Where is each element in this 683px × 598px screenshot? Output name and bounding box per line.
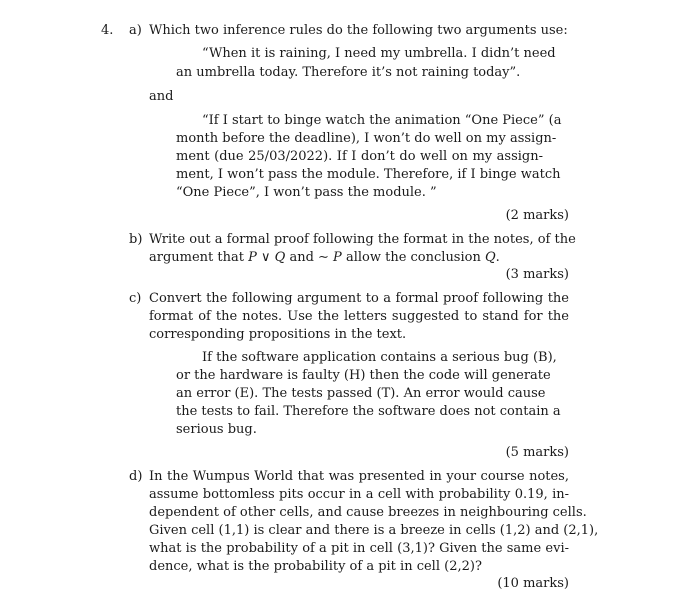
part-a-quote2-line: “One Piece”, I won’t pass the module. ” bbox=[176, 185, 437, 200]
part-a-label: a) bbox=[129, 23, 142, 38]
part-a-quote2-line: “If I start to binge watch the animation “One Piece” (a bbox=[202, 113, 562, 128]
part-d-line: assume bottomless pits occur in a cell with probability 0.19, in- bbox=[149, 487, 569, 502]
part-b-text: . bbox=[495, 250, 500, 265]
part-c-quote-line: the tests to fail. Therefore the software does not contain a bbox=[176, 404, 561, 419]
part-c-quote-line: serious bug. bbox=[176, 422, 257, 437]
part-d-line: In the Wumpus World that was presented in your course notes, bbox=[149, 469, 569, 484]
part-c-label: c) bbox=[129, 291, 142, 306]
part-d-marks: (10 marks) bbox=[497, 576, 569, 591]
part-b-marks: (3 marks) bbox=[505, 267, 569, 282]
part-d-line: dependent of other cells, and cause breezes in neighbouring cells. bbox=[149, 505, 587, 520]
part-a-quote2-line: ment (due 25/03/2022). If I don’t do well on my assign- bbox=[176, 149, 543, 164]
part-b-text: allow the conclusion bbox=[341, 250, 485, 265]
part-b-line bbox=[149, 249, 500, 267]
part-d-line: what is the probability of a pit in cell (3,1)? Given the same evi- bbox=[149, 541, 569, 556]
part-b-label: b) bbox=[129, 232, 143, 247]
math-expression: ∼ P bbox=[318, 250, 342, 265]
part-a-quote1-line: an umbrella today. Therefore it’s not raining today”. bbox=[176, 65, 521, 80]
part-c-marks: (5 marks) bbox=[505, 445, 569, 460]
part-a-marks: (2 marks) bbox=[505, 208, 569, 223]
part-c-quote-line: an error (E). The tests passed (T). An error would cause bbox=[176, 386, 546, 401]
part-d-line: dence, what is the probability of a pit in cell (2,2)? bbox=[149, 559, 482, 574]
math-expression: P ∨ Q bbox=[248, 250, 286, 265]
part-c-quote-line: If the software application contains a serious bug (B), bbox=[202, 350, 557, 365]
part-c-line: Convert the following argument to a formal proof following the bbox=[149, 291, 569, 306]
part-c-line: format of the notes. Use the letters suggested to stand for the bbox=[149, 309, 569, 324]
part-a-connector: and bbox=[149, 89, 174, 104]
part-a-quote2-line: ment, I won’t pass the module. Therefore, if I binge watch bbox=[176, 167, 561, 182]
part-a-quote2-line: month before the deadline), I won’t do well on my assign- bbox=[176, 131, 557, 146]
part-a-prompt: Which two inference rules do the following two arguments use: bbox=[149, 23, 568, 38]
part-d-line: Given cell (1,1) is clear and there is a breeze in cells (1,2) and (2,1), bbox=[149, 523, 599, 538]
question-number: 4. bbox=[101, 23, 114, 38]
part-b-line: Write out a formal proof following the format in the notes, of the bbox=[149, 232, 576, 247]
part-a-quote1-line: “When it is raining, I need my umbrella. I didn’t need bbox=[202, 46, 556, 61]
part-c-quote-line: or the hardware is faulty (H) then the code will generate bbox=[176, 368, 551, 383]
math-expression: Q bbox=[484, 250, 496, 265]
part-d-label: d) bbox=[129, 469, 143, 484]
part-b-text: argument that bbox=[149, 250, 249, 265]
part-c-line: corresponding propositions in the text. bbox=[149, 327, 407, 342]
part-b-text: and bbox=[285, 250, 319, 265]
